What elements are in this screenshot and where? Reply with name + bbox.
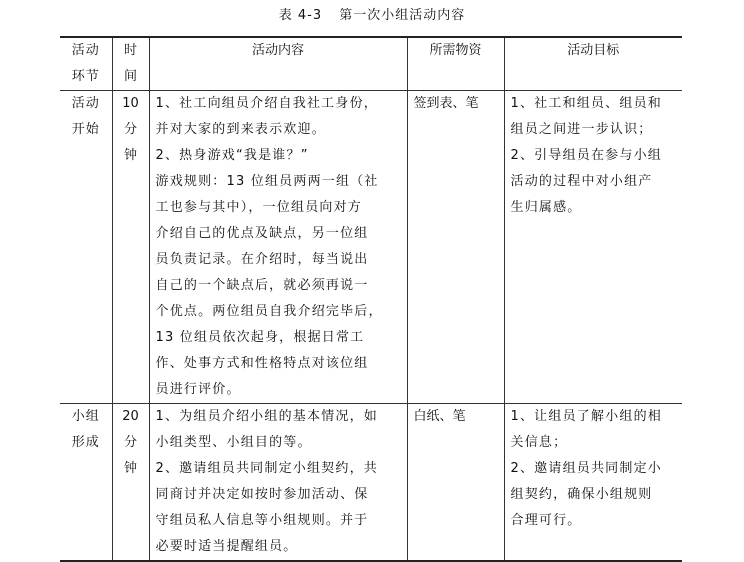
goal-line: 组契约，确保小组规则 — [510, 487, 653, 502]
row-materials: 白纸、笔 — [407, 404, 504, 562]
row-goals — [504, 404, 682, 562]
content-line: 1、社工向组员介绍自我社工身份， — [155, 96, 378, 111]
goal-line: 1、社工和组员、组员和 — [510, 96, 662, 111]
goal-line: 2、引导组员在参与小组 — [510, 148, 662, 163]
goal-line: 1、让组员了解小组的相 — [510, 409, 662, 424]
time-line: 分 — [123, 435, 137, 450]
table-title: 第一次小组活动内容 — [339, 8, 466, 23]
row-goals — [504, 91, 682, 404]
activity-table — [60, 36, 682, 562]
stage-line: 小组 — [71, 409, 100, 424]
time-line: 20 — [122, 409, 139, 424]
header-time-line: 时 — [123, 43, 137, 58]
time-line: 钟 — [123, 461, 137, 476]
table-number: 表 4-3 — [278, 8, 323, 23]
content-line: 2、热身游戏“我是谁？” — [155, 148, 309, 163]
content-line: 同商讨并决定如按时参加活动、保 — [155, 487, 369, 502]
header-content: 活动内容 — [149, 37, 407, 91]
row-stage — [60, 91, 112, 404]
time-line: 钟 — [123, 148, 137, 163]
row-time — [112, 91, 149, 404]
header-materials: 所需物资 — [407, 37, 504, 91]
header-stage-line: 环节 — [71, 69, 100, 84]
goal-line: 关信息； — [510, 435, 568, 450]
goal-line: 2、邀请组员共同制定小 — [510, 461, 662, 476]
table-caption — [0, 4, 744, 23]
content-line: 并对大家的到来表示欢迎。 — [155, 122, 326, 137]
content-line: 1、为组员介绍小组的基本情况，如 — [155, 409, 378, 424]
time-line: 10 — [122, 96, 139, 111]
stage-line: 活动 — [71, 96, 100, 111]
goal-line: 合理可行。 — [510, 513, 582, 528]
row-stage — [60, 404, 112, 562]
goal-line: 活动的过程中对小组产 — [510, 174, 653, 189]
header-time — [112, 37, 149, 91]
table-row — [60, 91, 682, 404]
content-line: 员进行评价。 — [155, 382, 241, 397]
content-line: 作、处事方式和性格特点对该位组 — [155, 356, 369, 371]
content-line: 自己的一个缺点后，就必须再说一 — [155, 278, 369, 293]
goal-line: 生归属感。 — [510, 200, 582, 215]
content-line: 13 位组员依次起身，根据日常工 — [155, 330, 365, 345]
row-content — [149, 91, 407, 404]
content-line: 游戏规则：13 位组员两两一组（社 — [155, 174, 379, 189]
row-materials: 签到表、笔 — [407, 91, 504, 404]
stage-line: 形成 — [71, 435, 100, 450]
content-line: 个优点。两位组员自我介绍完毕后， — [155, 304, 383, 319]
content-line: 必要时适当提醒组员。 — [155, 539, 298, 554]
content-line: 守组员私人信息等小组规则。并于 — [155, 513, 369, 528]
header-stage-line: 活动 — [71, 43, 100, 58]
row-time — [112, 404, 149, 562]
table-row — [60, 404, 682, 562]
header-stage — [60, 37, 112, 91]
header-time-line: 间 — [123, 69, 137, 84]
row-content — [149, 404, 407, 562]
content-line: 小组类型、小组目的等。 — [155, 435, 312, 450]
header-goals: 活动目标 — [504, 37, 682, 91]
content-line: 员负责记录。在介绍时，每当说出 — [155, 252, 369, 267]
goal-line: 组员之间进一步认识； — [510, 122, 653, 137]
time-line: 分 — [123, 122, 137, 137]
stage-line: 开始 — [71, 122, 100, 137]
content-line: 工也参与其中），一位组员向对方 — [155, 200, 363, 215]
content-line: 2、邀请组员共同制定小组契约，共 — [155, 461, 378, 476]
header-row — [60, 37, 682, 91]
content-line: 介绍自己的优点及缺点，另一位组 — [155, 226, 369, 241]
